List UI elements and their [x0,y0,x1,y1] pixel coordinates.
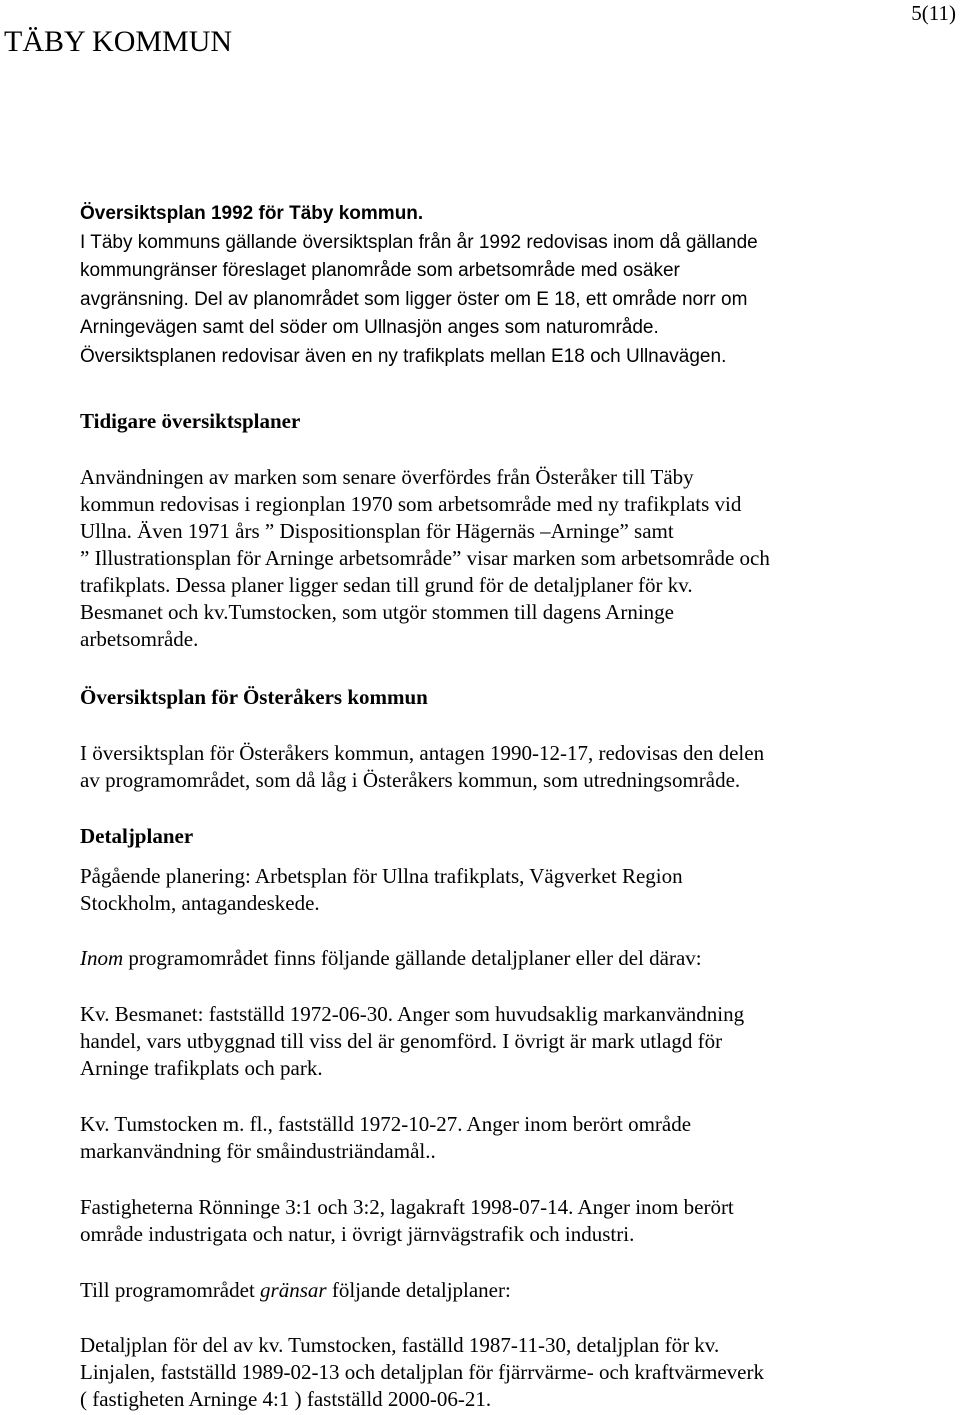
paragraph-line: avgränsning. Del av planområdet som ligger öster om E 18, ett område norr om [80,288,748,310]
paragraph-ronninge [80,1194,952,1248]
paragraph-line: Besmanet och kv.Tumstocken, som utgör stommen till dagens Arninge [80,600,674,624]
paragraph-line: Kv. Besmanet: fastställd 1972-06-30. Anger som huvudsaklig markanvändning [80,1002,745,1026]
paragraph-line: trafikplats. Dessa planer ligger sedan till grund för de detaljplaner för kv. [80,573,693,597]
italic-word: gränsar [260,1278,327,1302]
italic-word: Inom [80,946,124,970]
paragraph-bordering-plans [80,1332,952,1413]
paragraph-line: ( fastigheten Arninge 4:1 ) fastställd 2000-06-21. [80,1387,492,1411]
paragraph-line: Pågående planering: Arbetsplan för Ullna trafikplats, Vägverket Region [80,864,683,888]
paragraph-line: Användningen av marken som senare överfördes från Österåker till Täby [80,465,694,489]
paragraph-line [80,1277,952,1304]
paragraph-line: Översiktsplanen redovisar även en ny trafikplats mellan E18 och Ullnavägen. [80,345,727,367]
paragraph-line: arbetsområde. [80,627,199,651]
paragraph-line: Linjalen, fastställd 1989-02-13 och detaljplan för fjärrvärme- och kraftvärmeverk [80,1360,764,1384]
municipality-title: TÄBY KOMMUN [4,25,233,58]
text-span: Till programområdet [80,1278,261,1302]
paragraph-ongoing-planning [80,863,952,917]
paragraph-line: handel, vars utbyggnad till viss del är genomförd. I övrigt är mark utlagd för [80,1029,723,1053]
paragraph-line: Ullna. Även 1971 års ” Dispositionsplan för Hägernäs –Arninge” samt [80,519,674,543]
paragraph-tumstocken [80,1111,952,1165]
paragraph-earlier-plans [80,464,952,653]
paragraph-line: ” Illustrationsplan för Arninge arbetsområde” visar marken som arbetsområde och [80,546,770,570]
section-heading: Översiktsplan 1992 för Täby kommun. [80,203,424,224]
section-heading-earlier-plans: Tidigare översiktsplaner [80,409,301,433]
paragraph-line: markanvändning för småindustriändamål.. [80,1139,436,1163]
text-span: programområdet finns följande gällande detaljplaner eller del därav: [123,946,702,970]
paragraph-line: område industrigata och natur, i övrigt järnvägstrafik och industri. [80,1222,635,1246]
paragraph-line: Detaljplan för del av kv. Tumstocken, faställd 1987-11-30, detaljplan för kv. [80,1333,720,1357]
paragraph-bordering-plans-intro [80,1277,952,1304]
paragraph-line: av programområdet, som då låg i Österåkers kommun, som utredningsområde. [80,768,741,792]
page-number: 5(11) [911,1,956,25]
section-heading-osteraker: Översiktsplan för Österåkers kommun [80,685,428,709]
text-span: följande detaljplaner: [326,1278,511,1302]
paragraph-line: Stockholm, antagandeskede. [80,891,320,915]
paragraph-line: I Täby kommuns gällande översiktsplan från år 1992 redovisas inom då gällande [80,231,758,253]
section-heading-detail-plans: Detaljplaner [80,824,194,848]
paragraph-osteraker [80,740,952,794]
paragraph-line: I översiktsplan för Österåkers kommun, antagen 1990-12-17, redovisas den delen [80,741,765,765]
section-overview-plan-1992 [80,200,952,371]
paragraph-besmanet [80,1001,952,1082]
paragraph-line: Arninge trafikplats och park. [80,1056,323,1080]
paragraph-line: Kv. Tumstocken m. fl., fastställd 1972-10-27. Anger inom berört område [80,1112,692,1136]
paragraph-line: Fastigheterna Rönninge 3:1 och 3:2, lagakraft 1998-07-14. Anger inom berört [80,1195,734,1219]
paragraph-within-area [80,945,952,972]
paragraph-line: kommun redovisas i regionplan 1970 som arbetsområde med ny trafikplats vid [80,492,742,516]
paragraph-line [80,945,952,972]
paragraph-line: Arningevägen samt del söder om Ullnasjön anges som naturområde. [80,317,659,338]
paragraph-line: kommungränser föreslaget planområde som arbetsområde med osäker [80,260,680,281]
